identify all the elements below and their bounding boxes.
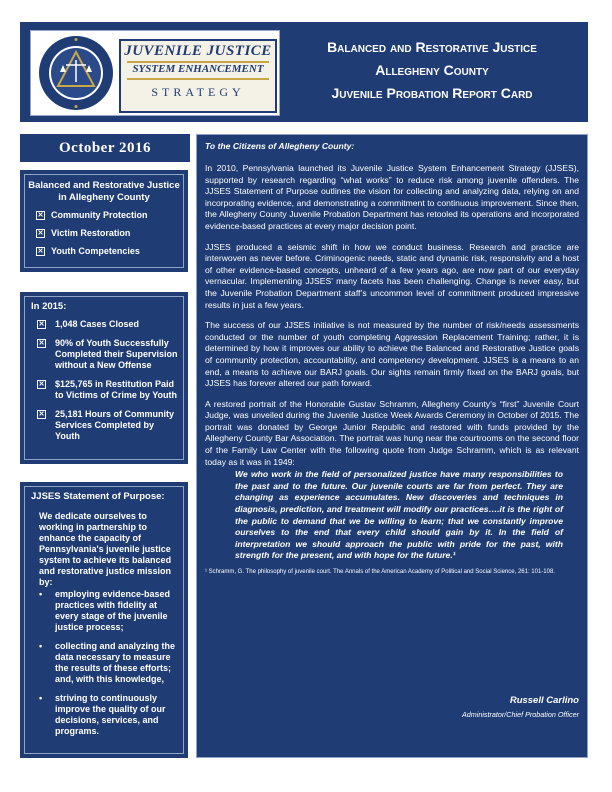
stats-title: In 2015: [31, 301, 67, 312]
purpose-intro: We dedicate ourselves to working in partnership to enhance the capacity of Pennsylvania's juvenile justice system to achieve its balanced and restorative justice mission by: [39, 511, 172, 587]
letter-paragraph-4: A restored portrait of the Honorable Gustav Schramm, Allegheny County’s “first” Juvenile Court Judge, was unveiled during the Juvenile Justice Week Awards Ceremony in October of 2015. The portrait was donated by George Junior Republic and restored with funds provided by the Allegheny County Bar Association. The portrait was hung near the courtrooms on the second floor of the Family Law Center with the following quote from Judge Schramm, which is as relevant today as it was in 1949: [205, 398, 579, 467]
statement-of-purpose-box [20, 482, 188, 758]
list-item: • collecting and analyzing the data necessary to measure the results of these efforts; and, with this knowledge, [39, 641, 176, 684]
list-item: ✕ Community Protection [37, 210, 148, 220]
checkbox-icon: ✕ [37, 212, 44, 219]
list-item: ✕ Victim Restoration [37, 228, 131, 238]
purpose-title: JJSES Statement of Purpose: [31, 491, 165, 502]
signature-name: Russell Carlino [509, 695, 579, 706]
bullet-icon: • [39, 589, 43, 599]
logo-wordmark [119, 39, 277, 113]
report-header [20, 22, 588, 122]
bullet-icon: • [39, 641, 43, 651]
barj-box [20, 170, 188, 272]
letter-greeting: To the Citizens of Allegheny County: [205, 141, 355, 151]
checkbox-icon: ✕ [37, 248, 44, 255]
jjses-logo [30, 30, 280, 116]
barj-title: Balanced and Restorative Justice in Allegheny County [28, 180, 180, 203]
footnote: ¹ Schramm, G. The philosophy of juvenile court. The Annals of the American Academy of Political and Social Science, 261: 101-108. [205, 569, 555, 575]
allegheny-county-seal-icon [37, 34, 115, 112]
letter-panel [196, 134, 588, 758]
logo-line-1: JUVENILE JUSTICE [124, 43, 272, 59]
report-month-banner [20, 134, 190, 162]
letter-paragraph-2: JJSES produced a seismic shift in how we conduct business. Research and practice are interwoven as never before. Criminogenic needs, static and dynamic risk, responsivity and a host of other evidence-based concepts, unheard of a few years ago, are now part of our everyday vernacular. Implementing JJSES’ many facets has been challenging. Change is never easy, but the Juvenile Probation Department staff’s uncommon level of commitment produced impressive results in just a few years. [205, 241, 579, 310]
checkbox-icon: ✕ [37, 230, 44, 237]
purpose-list [25, 589, 183, 737]
signature-block [462, 695, 579, 719]
checkbox-icon: ✕ [38, 381, 45, 388]
stats-2015-box [20, 292, 188, 464]
bullet-icon: • [39, 693, 43, 703]
list-item: • striving to continuously improve the quality of our decisions, services, and programs. [39, 693, 166, 736]
report-month: October 2016 [59, 140, 151, 156]
schramm-quote: We who work in the field of personalized justice have many responsibilities to the past and to the future. Our juvenile courts are far from perfect. They are changing as experience accumulates. New discoveries and techniques in diagnosis, prediction, and treatment will modify our practices….it is the right of the public to demand that we be willing to learn; that we constantly improve ourselves to the end that every child should gain by it. In the field of interpretation we should approach the public with pride for the past, with strength for the present, and with hope for the future.¹ [235, 469, 563, 561]
checkbox-icon: ✕ [38, 411, 45, 418]
letter-paragraph-1: In 2010, Pennsylvania launched its Juvenile Justice System Enhancement Strategy (JJSES), supported by research regarding “what works” to reduce risk among juvenile offenders. The JJSES Statement of Purpose outlines the vision for collecting and analyzing data, relying on and incorporating evidence, and demonstrating a commitment to continuous improvement. Since then, the Allegheny County Juvenile Probation Department has retooled its operations and incorporated evidence-based practices at every major decision point. [205, 163, 579, 231]
barj-list [25, 210, 183, 257]
list-item: ✕ Youth Competencies [37, 246, 140, 256]
signature-title: Administrator/Chief Probation Officer [461, 710, 579, 719]
list-item: ✕ 90% of Youth Successfully Completed their Supervision without a New Offense [38, 338, 178, 370]
stats-list [25, 319, 183, 442]
logo-line-2: SYSTEM ENHANCEMENT [132, 63, 264, 75]
title-line-1: Balanced and Restorative Justice [327, 39, 537, 55]
list-item: ✕ 25,181 Hours of Community Services Completed by Youth [38, 409, 175, 441]
title-line-3: Juvenile Probation Report Card [331, 85, 533, 101]
logo-line-3: STRATEGY [151, 85, 245, 99]
report-title [282, 36, 582, 105]
list-item: • employing evidence-based practices with fidelity at every stage of the juvenile justice process; [39, 589, 171, 632]
list-item: ✕ $125,765 in Restitution Paid to Victims of Crime by Youth [38, 379, 178, 400]
letter-paragraph-3: The success of our JJSES initiative is not measured by the number of risk/needs assessments conducted or the number of youth completing Aggression Replacement Training; rather, it is determined by how it improves our ability to achieve the Balanced and Restorative Justice goals of community protection, accountability, and competency development. JJSES is a means to an end, a means to achieve our BARJ goals. Our sights remain firmly fixed on the BARJ goals, but JJSES has forever altered our path forward. [205, 320, 579, 389]
checkbox-icon: ✕ [38, 340, 45, 347]
title-line-2: Allegheny County [375, 62, 489, 78]
checkbox-icon: ✕ [38, 321, 45, 328]
list-item: ✕ 1,048 Cases Closed [38, 319, 140, 329]
